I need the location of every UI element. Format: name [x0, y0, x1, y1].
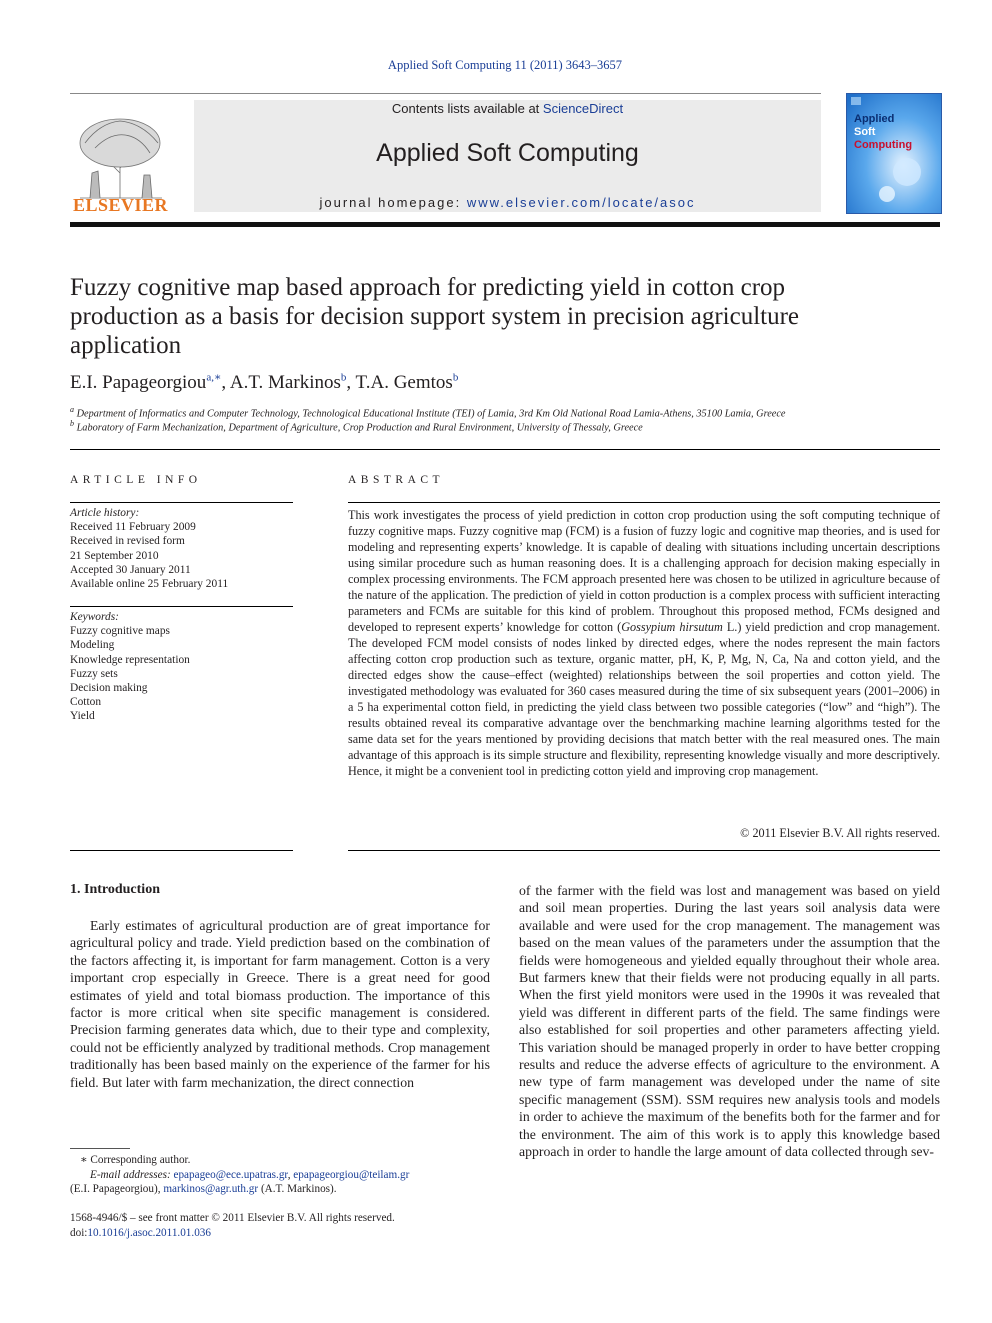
- email-label: E-mail addresses:: [90, 1168, 174, 1181]
- paper-title: [70, 273, 930, 360]
- keyword: Modeling: [70, 639, 115, 652]
- journal-homepage: [194, 195, 821, 210]
- abstract-rule: [348, 502, 940, 503]
- author-affil-mark[interactable]: b: [340, 371, 347, 384]
- doi-line: [70, 1226, 570, 1241]
- author-separator: ,: [346, 372, 356, 393]
- abstract-heading: ABSTRACT: [348, 474, 445, 486]
- history-label: Article history:: [70, 507, 140, 519]
- homepage-link[interactable]: www.elsevier.com/locate/asoc: [466, 195, 696, 210]
- author-name: T.A. Gemtos: [355, 372, 453, 393]
- author-separator: ,: [221, 372, 230, 393]
- species-name: Gossypium hirsutum: [621, 620, 723, 634]
- article-info-bottom-rule: [70, 850, 293, 851]
- affiliation-text: Laboratory of Farm Mechanization, Department of Agriculture, Crop Production and Rural Environment, University of Thessaly, Greece: [76, 422, 643, 434]
- cover-art: [847, 94, 941, 213]
- keywords-rule: [70, 606, 293, 607]
- history-item: Received in revised form: [70, 535, 185, 548]
- email-link[interactable]: epapageorgiou@teilam.gr: [293, 1168, 410, 1181]
- header-bottom-rule: [70, 222, 940, 227]
- title-line: Fuzzy cognitive map based approach for predicting yield in cotton crop: [70, 274, 786, 301]
- sciencedirect-link[interactable]: ScienceDirect: [542, 101, 624, 116]
- abstract-text-part: L.) yield prediction and crop management. The developed FCM model consists of nodes linked by directed edges, where the nodes represent the main factors affecting cotton crop production such as texture, organic matter, pH, K, P, Mg, N, Ca, Na and cotton yield, and the directed edges show the cause–effect (weighted) relationships between the soil properties and cotton yield. The investigated methodology was evaluated for 360 cases measured during the time of six subsequent years (2001–2006) in a 5 ha experimental cotton field, in predicting the yield class between two possible categories (“low” and “high”). The results obtained reveal its comparative advantage over the benchmarking machine learning algorithms tested for the same data set for the years mentioned by providing decisions that match better with the real measured ones. The main advantage of this approach is its simple structure and flexibility, representing knowledge visually and more descriptively. Hence, it might be a convenient tool in predicting cotton yield and improving crop management.: [348, 620, 941, 778]
- issn-line: 1568-4946/$ – see front matter © 2011 Elsevier B.V. All rights reserved.: [70, 1212, 395, 1224]
- elsevier-wordmark: ELSEVIER: [72, 195, 169, 215]
- intro-left-column: Early estimates of agricultural production are of great importance for agricultural policy and trade. Yield prediction based on the combination of the factors affecting it, is important for farm management. Cotton is a very important crop especially in Greece. There is a great need for good estimates of yield and total biomass production. The importance of this factor is more critical when site specific management is considered. Precision farming generates data which, due to their type and complexity, could not be efficiently analyzed by traditional methods. Crop management traditionally has been based mainly on the experience of the farmer for his field. But later with farm mechanization, the direct connection: [70, 918, 490, 1090]
- doi-link[interactable]: 10.1016/j.asoc.2011.01.036: [87, 1227, 211, 1239]
- cover-line-soft: Soft: [854, 126, 876, 138]
- header-top-rule: [70, 93, 821, 94]
- title-line: production as a basis for decision support system in precision agriculture: [70, 303, 800, 330]
- email-owner: (E.I. Papageorgiou),: [70, 1183, 164, 1195]
- journal-citation[interactable]: Applied Soft Computing 11 (2011) 3643–3657: [387, 58, 623, 72]
- affiliation-mark: b: [70, 419, 74, 428]
- email-owner: (A.T. Markinos).: [258, 1183, 337, 1195]
- abstract-copyright: © 2011 Elsevier B.V. All rights reserved.: [740, 826, 940, 840]
- history-item: Accepted 30 January 2011: [70, 563, 191, 576]
- introduction-heading: 1. Introduction: [70, 882, 160, 897]
- keyword: Yield: [70, 710, 95, 723]
- homepage-prefix: journal homepage:: [319, 195, 467, 210]
- affiliation-a: [70, 405, 950, 419]
- intro-right-column: of the farmer with the field was lost and management was based on yield and soil mean properties. During the last years soil analysis data were available and were used for the crop management. The management was based on the mean values of the parameters under the assumption that the fields were homogeneous and yielded equally throughout their whole area. But farmers knew that their fields were not producing equally in all parts. When the first yield monitors were used in the 1990s it was revealed that yield was different in different parts of the field. The same findings were also established for soil properties and other parameters affecting yield. This variation should be managed properly in order to have better cropping results and reduce the adverse effects of agriculture to the environment. A new type of farm management was developed under the name of site specific management (SSM). SSM requires new analysis tools and models in order to achieve the maximum of the benefits both for the farmer and for the environment. The aim of this work is to apply this knowledge based approach in order to handle the large amount of data collected through sev-: [519, 883, 940, 1160]
- title-line: application: [70, 332, 182, 359]
- history-item: Available online 25 February 2011: [70, 578, 229, 591]
- author-list: [70, 372, 930, 394]
- affiliation-b: [70, 419, 950, 433]
- author-footnote: ∗ Corresponding author. E-mail addresses: epapageo@ece.upatras.gr, epapageorgiou@teilam.gr (E.I. Papageorgiou), markinos@agr.uth.gr (A.T. Markinos).: [70, 1153, 490, 1197]
- journal-cover-thumbnail: [846, 93, 942, 214]
- article-info-heading: ARTICLE INFO: [70, 474, 202, 486]
- article-history: [70, 506, 293, 591]
- keywords-label: Keywords:: [70, 611, 119, 623]
- keyword: Decision making: [70, 682, 148, 695]
- footnote-rule: [70, 1148, 130, 1149]
- keyword: Cotton: [70, 696, 102, 709]
- author-name: E.I. Papageorgiou: [70, 372, 207, 393]
- keyword: Knowledge representation: [70, 653, 190, 666]
- cover-line-applied: Applied: [854, 113, 895, 125]
- affiliation-rule: [70, 449, 940, 450]
- article-info-rule: [70, 502, 293, 503]
- keywords-list: [70, 610, 293, 724]
- affiliation-mark: a: [70, 405, 74, 414]
- history-item: 21 September 2010: [70, 549, 159, 562]
- email-link[interactable]: markinos@agr.uth.gr: [163, 1183, 259, 1195]
- abstract-body: [348, 507, 940, 779]
- abstract-bottom-rule: [348, 850, 940, 851]
- author-affil-mark[interactable]: a,∗: [206, 371, 222, 384]
- keyword: Fuzzy cognitive maps: [70, 625, 170, 638]
- history-item: Received 11 February 2009: [70, 521, 196, 534]
- corresponding-author: ∗ Corresponding author.: [80, 1154, 191, 1166]
- affiliation-text: Department of Informatics and Computer Technology, Technological Educational Institute (TEI) of Lamia, 3rd Km Old National Road Lamia-Athens, 35100 Lamia, Greece: [76, 408, 786, 420]
- abstract-text-part: This work investigates the process of yield prediction in cotton crop production using the soft computing technique of fuzzy cognitive maps. Fuzzy cognitive map (FCM) is a fusion of fuzzy logic and cognitive map theories, and is used for modeling and representing experts’ knowledge. It is capable of dealing with situations including uncertain descriptions using similar procedure such as human reasoning does. It is a challenging approach for decision making especially in complex processing environments. The FCM approach presented here was chosen to be utilized in agriculture because of the nature of the application. The prediction of yield in cotton production is a complex process with sufficient interacting parameters and FCMs are suitable for this kind of problem. Throughout this proposed method, FCMs designed and developed to represent experts’ knowledge for cotton (: [348, 508, 940, 634]
- contents-available: [194, 101, 821, 116]
- journal-title: Applied Soft Computing: [376, 139, 639, 167]
- author-affil-mark[interactable]: b: [452, 371, 459, 384]
- keyword: Fuzzy sets: [70, 667, 118, 680]
- contents-prefix: Contents lists available at: [391, 101, 543, 116]
- doi-label: doi:: [70, 1227, 88, 1239]
- author-name: A.T. Markinos: [229, 372, 341, 393]
- cover-line-computing: Computing: [854, 139, 913, 151]
- email-link[interactable]: epapageo@ece.upatras.gr: [173, 1168, 288, 1181]
